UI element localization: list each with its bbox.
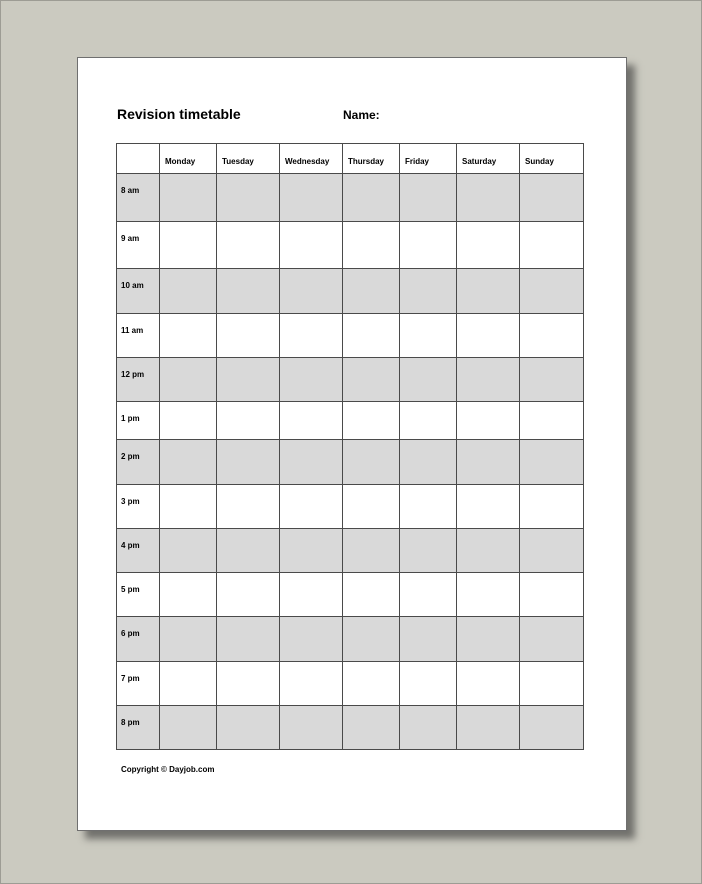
timetable-cell-monday	[160, 529, 217, 573]
page-title: Revision timetable	[117, 106, 241, 122]
timetable-cell-wednesday	[280, 440, 343, 485]
timetable-cell-sunday	[520, 402, 584, 440]
timetable-cell-saturday	[457, 314, 520, 358]
timetable-cell-wednesday	[280, 269, 343, 314]
timetable-cell-monday	[160, 222, 217, 269]
timetable-cell-sunday	[520, 358, 584, 402]
timetable-cell-tuesday	[217, 662, 280, 706]
timeslot-row	[117, 485, 584, 529]
timetable-cell-thursday	[343, 573, 400, 617]
timetable-cell-monday	[160, 485, 217, 529]
day-header-thursday: Thursday	[343, 144, 400, 174]
time-label: 10 am	[117, 269, 160, 314]
timetable-cell-thursday	[343, 402, 400, 440]
timetable-cell-wednesday	[280, 314, 343, 358]
time-label: 2 pm	[117, 440, 160, 485]
day-header-tuesday: Tuesday	[217, 144, 280, 174]
timetable-cell-monday	[160, 358, 217, 402]
day-header-friday: Friday	[400, 144, 457, 174]
timetable-cell-thursday	[343, 269, 400, 314]
name-label: Name:	[343, 108, 380, 122]
copyright-text: Copyright © Dayjob.com	[121, 765, 215, 774]
timeslot-row	[117, 617, 584, 662]
timetable-cell-wednesday	[280, 485, 343, 529]
timetable-cell-friday	[400, 402, 457, 440]
timetable-cell-monday	[160, 617, 217, 662]
timetable-cell-monday	[160, 440, 217, 485]
timetable-cell-friday	[400, 662, 457, 706]
timetable-cell-thursday	[343, 440, 400, 485]
timetable-cell-tuesday	[217, 440, 280, 485]
timetable-cell-friday	[400, 706, 457, 750]
time-label: 3 pm	[117, 485, 160, 529]
day-header-saturday: Saturday	[457, 144, 520, 174]
timetable-cell-saturday	[457, 269, 520, 314]
timetable-body	[117, 174, 584, 750]
timeslot-row	[117, 174, 584, 222]
revision-timetable-grid	[116, 143, 584, 750]
timeslot-row	[117, 358, 584, 402]
timetable-cell-tuesday	[217, 314, 280, 358]
timetable-cell-monday	[160, 314, 217, 358]
timetable-cell-wednesday	[280, 174, 343, 222]
timetable-cell-sunday	[520, 269, 584, 314]
timeslot-row	[117, 314, 584, 358]
timetable-cell-saturday	[457, 222, 520, 269]
time-label: 11 am	[117, 314, 160, 358]
day-header-sunday: Sunday	[520, 144, 584, 174]
timeslot-row	[117, 269, 584, 314]
day-header-monday: Monday	[160, 144, 217, 174]
timetable-cell-wednesday	[280, 529, 343, 573]
timetable-cell-wednesday	[280, 662, 343, 706]
time-label: 1 pm	[117, 402, 160, 440]
timetable-cell-sunday	[520, 529, 584, 573]
timetable-cell-friday	[400, 269, 457, 314]
timetable-cell-tuesday	[217, 617, 280, 662]
timetable-cell-wednesday	[280, 222, 343, 269]
header-row	[117, 144, 584, 174]
time-label: 7 pm	[117, 662, 160, 706]
timetable-cell-tuesday	[217, 485, 280, 529]
timetable-cell-thursday	[343, 222, 400, 269]
timetable-cell-thursday	[343, 662, 400, 706]
timetable-cell-saturday	[457, 706, 520, 750]
timetable-cell-tuesday	[217, 573, 280, 617]
timeslot-row	[117, 529, 584, 573]
timetable-cell-tuesday	[217, 174, 280, 222]
timetable-cell-sunday	[520, 706, 584, 750]
timetable-cell-friday	[400, 222, 457, 269]
timetable-cell-tuesday	[217, 529, 280, 573]
timetable-cell-sunday	[520, 440, 584, 485]
timetable-cell-friday	[400, 485, 457, 529]
timeslot-row	[117, 706, 584, 750]
corner-cell	[117, 144, 160, 174]
timetable-cell-friday	[400, 440, 457, 485]
timetable-cell-thursday	[343, 314, 400, 358]
timetable-cell-sunday	[520, 662, 584, 706]
timetable-cell-monday	[160, 174, 217, 222]
timetable-cell-thursday	[343, 529, 400, 573]
timetable-cell-tuesday	[217, 402, 280, 440]
timetable-cell-sunday	[520, 222, 584, 269]
time-label: 4 pm	[117, 529, 160, 573]
timetable-cell-sunday	[520, 617, 584, 662]
time-label: 8 pm	[117, 706, 160, 750]
time-label: 8 am	[117, 174, 160, 222]
timetable-cell-friday	[400, 358, 457, 402]
timetable-cell-saturday	[457, 440, 520, 485]
timetable-cell-tuesday	[217, 706, 280, 750]
timeslot-row	[117, 222, 584, 269]
timetable-cell-wednesday	[280, 573, 343, 617]
timetable-cell-monday	[160, 402, 217, 440]
timeslot-row	[117, 402, 584, 440]
timetable-cell-sunday	[520, 174, 584, 222]
time-label: 6 pm	[117, 617, 160, 662]
timetable-cell-thursday	[343, 174, 400, 222]
timetable-cell-friday	[400, 529, 457, 573]
timetable-cell-saturday	[457, 174, 520, 222]
timetable-cell-saturday	[457, 358, 520, 402]
day-header-wednesday: Wednesday	[280, 144, 343, 174]
timetable-cell-monday	[160, 662, 217, 706]
timetable-cell-saturday	[457, 485, 520, 529]
timetable-cell-thursday	[343, 358, 400, 402]
timetable-cell-monday	[160, 269, 217, 314]
time-label: 9 am	[117, 222, 160, 269]
timetable-cell-thursday	[343, 485, 400, 529]
time-label: 12 pm	[117, 358, 160, 402]
timetable-cell-wednesday	[280, 402, 343, 440]
timetable-cell-sunday	[520, 485, 584, 529]
timetable-cell-monday	[160, 706, 217, 750]
timetable-cell-friday	[400, 617, 457, 662]
timetable-cell-saturday	[457, 402, 520, 440]
timetable-cell-friday	[400, 314, 457, 358]
timeslot-row	[117, 573, 584, 617]
timetable-cell-friday	[400, 174, 457, 222]
timetable-cell-tuesday	[217, 358, 280, 402]
timetable-cell-saturday	[457, 529, 520, 573]
timeslot-row	[117, 662, 584, 706]
timetable-cell-monday	[160, 573, 217, 617]
timetable-cell-saturday	[457, 617, 520, 662]
timetable-cell-sunday	[520, 314, 584, 358]
timetable-cell-wednesday	[280, 358, 343, 402]
timetable-cell-wednesday	[280, 617, 343, 662]
timetable-cell-tuesday	[217, 269, 280, 314]
timetable-cell-wednesday	[280, 706, 343, 750]
timetable-cell-tuesday	[217, 222, 280, 269]
timetable-cell-saturday	[457, 573, 520, 617]
time-label: 5 pm	[117, 573, 160, 617]
timetable-cell-saturday	[457, 662, 520, 706]
timetable-cell-friday	[400, 573, 457, 617]
timetable-cell-thursday	[343, 706, 400, 750]
timetable-cell-thursday	[343, 617, 400, 662]
timeslot-row	[117, 440, 584, 485]
timetable-cell-sunday	[520, 573, 584, 617]
